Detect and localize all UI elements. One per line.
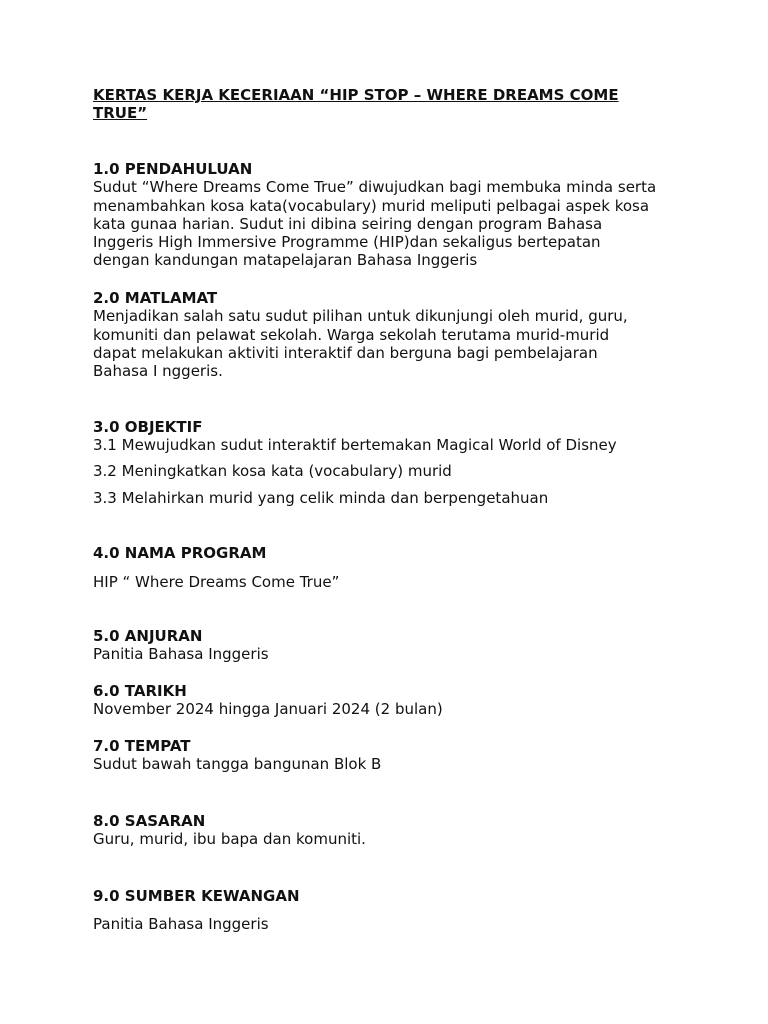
paragraph-line: HIP “ Where Dreams Come True”: [93, 573, 340, 591]
paragraph-line: Menjadikan salah satu sudut pilihan untuk dikunjungi oleh murid, guru,: [93, 307, 628, 326]
section-objektif-item-3: [93, 489, 693, 507]
document-title-block: [93, 86, 693, 123]
objective-item: 3.3 Melahirkan murid yang celik minda dan berpengetahuan: [93, 489, 549, 507]
section-sasaran: [93, 812, 693, 849]
section-sumber-kewangan-text: [93, 915, 693, 933]
section-pendahuluan: [93, 160, 693, 270]
paragraph-line: Panitia Bahasa Inggeris: [93, 915, 269, 933]
section-heading: 2.0 MATLAMAT: [93, 289, 218, 307]
section-heading: 6.0 TARIKH: [93, 682, 187, 700]
document-title: KERTAS KERJA KECERIAAN “HIP STOP – WHERE DREAMS COME TRUE”: [93, 86, 619, 123]
section-heading: 1.0 PENDAHULUAN: [93, 160, 253, 178]
section-heading: 9.0 SUMBER KEWANGAN: [93, 887, 300, 905]
paragraph-line: Sudut bawah tangga bangunan Blok B: [93, 755, 382, 774]
paragraph-line: Bahasa I nggeris.: [93, 362, 223, 381]
section-heading: 8.0 SASARAN: [93, 812, 206, 830]
paragraph-line: dengan kandungan matapelajaran Bahasa Inggeris: [93, 251, 478, 270]
section-nama-program: [93, 544, 693, 562]
section-heading: 7.0 TEMPAT: [93, 737, 191, 755]
paragraph-line: komuniti dan pelawat sekolah. Warga sekolah terutama murid-murid: [93, 325, 610, 344]
section-objektif: [93, 418, 693, 455]
section-tempat: [93, 737, 693, 774]
section-heading: 4.0 NAMA PROGRAM: [93, 544, 267, 562]
section-matlamat: [93, 289, 693, 380]
paragraph-line: kata gunaa harian. Sudut ini dibina seiring dengan program Bahasa: [93, 214, 603, 233]
paragraph-line: Guru, murid, ibu bapa dan komuniti.: [93, 830, 366, 849]
section-heading: 5.0 ANJURAN: [93, 627, 203, 645]
section-nama-program-text: [93, 573, 693, 591]
section-sumber-kewangan: [93, 887, 693, 905]
paragraph-line: menambahkan kosa kata(vocabulary) murid meliputi pelbagai aspek kosa: [93, 196, 650, 215]
paragraph-line: Panitia Bahasa Inggeris: [93, 645, 269, 664]
paragraph-line: dapat melakukan aktiviti interaktif dan berguna bagi pembelajaran: [93, 343, 598, 362]
section-anjuran: [93, 627, 693, 664]
objective-item: 3.2 Meningkatkan kosa kata (vocabulary) murid: [93, 462, 452, 480]
section-heading: 3.0 OBJEKTIF: [93, 418, 203, 436]
paragraph-line: Sudut “Where Dreams Come True” diwujudkan bagi membuka minda serta: [93, 178, 657, 197]
paragraph-line: Inggeris High Immersive Programme (HIP)dan sekaligus bertepatan: [93, 233, 601, 252]
objective-item: 3.1 Mewujudkan sudut interaktif bertemakan Magical World of Disney: [93, 436, 617, 455]
section-tarikh: [93, 682, 693, 719]
section-objektif-item-2: [93, 462, 693, 480]
paragraph-line: November 2024 hingga Januari 2024 (2 bulan): [93, 700, 443, 719]
